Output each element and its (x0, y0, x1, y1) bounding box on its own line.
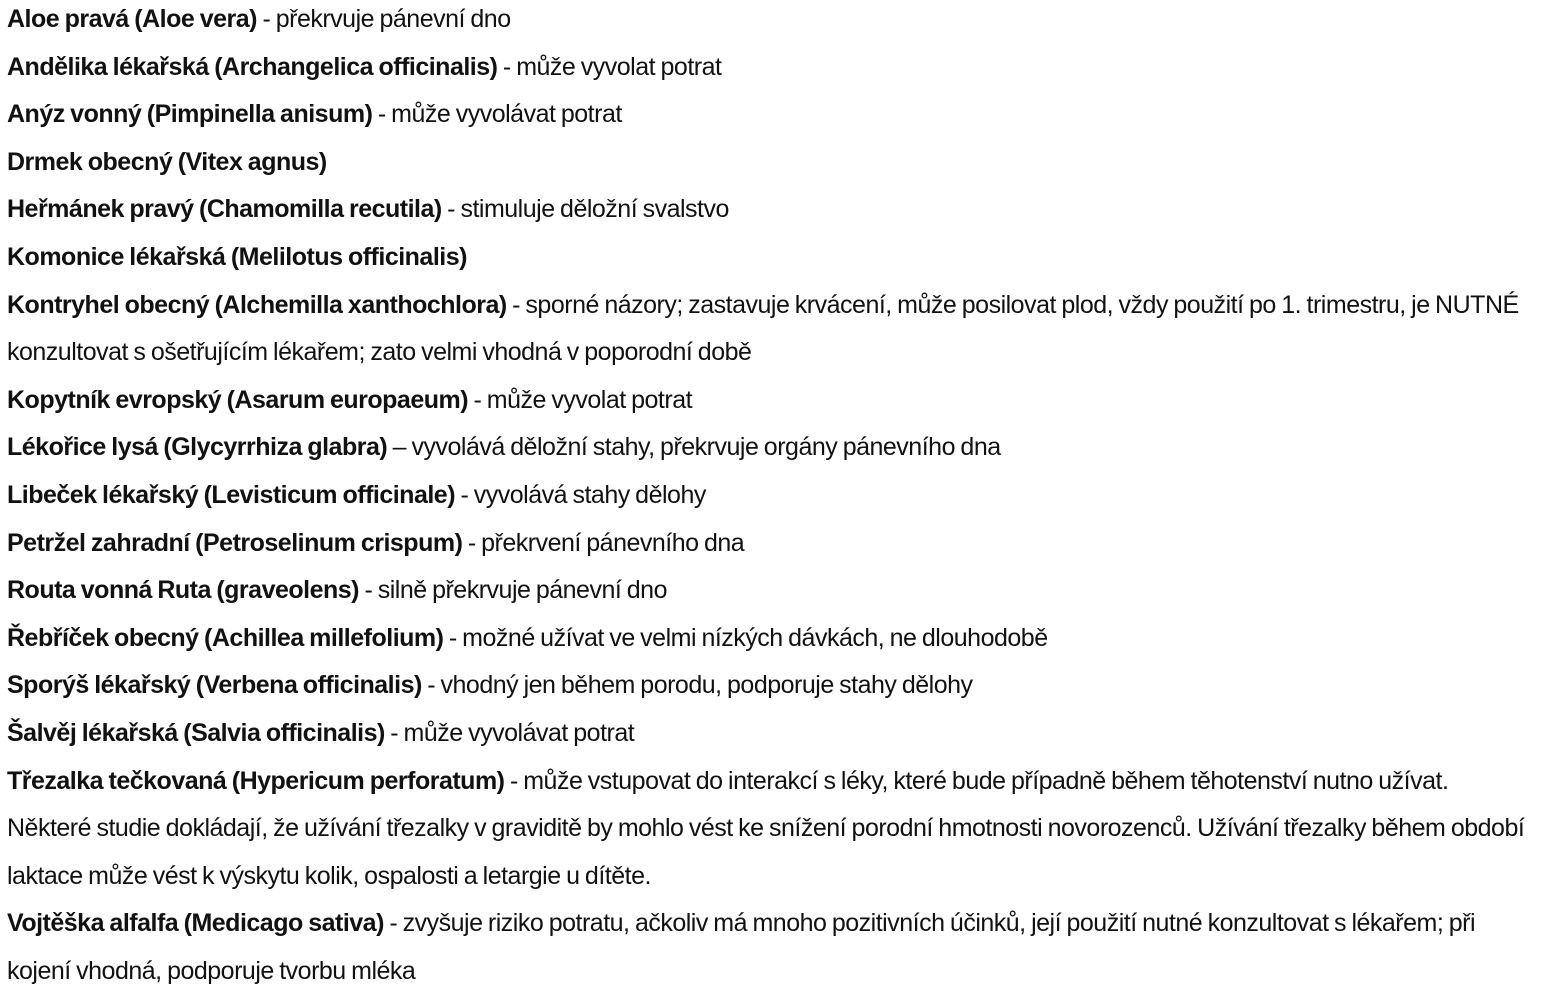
herb-note: - zvyšuje riziko potratu, ačkoliv má mnoho pozitivních účinků, její použití nutné konzultovat s lékařem; při kojení vhodná, podporuje tvorbu mléka (7, 909, 1476, 985)
herb-name: Heřmánek pravý (Chamomilla recutila) (7, 195, 442, 224)
herb-note: - může vyvolávat potrat (372, 100, 622, 129)
herb-note: - silně překrvuje pánevní dno (359, 576, 667, 605)
list-item (7, 615, 1530, 663)
list-item (7, 662, 1530, 710)
herb-name: Lékořice lysá (Glycyrrhiza glabra) (7, 433, 388, 462)
herb-note: - překrvení pánevního dna (462, 528, 745, 557)
herb-name: Libeček lékařský (Levisticum officinale) (7, 480, 456, 509)
list-item (7, 472, 1530, 520)
herb-note: - vyvolává stahy dělohy (455, 480, 706, 509)
list-item (7, 0, 1530, 44)
herb-name: Vojtěška alfalfa (Medicago sativa) (7, 909, 384, 938)
herb-note: - může vstupovat do interakcí s léky, které bude případně během těhotenství nutno užívat. Některé studie dokládají, že užívání třezalky v graviditě by mohlo vést ke snížení porodní hmotnosti novorozenců. Užívání třezalky během období laktace může vést k výskytu kolik, ospalosti a letargie u dítěte. (7, 766, 1525, 890)
list-item (7, 520, 1530, 568)
list-item (7, 900, 1530, 995)
herb-note: - sporné názory; zastavuje krvácení, může posilovat plod, vždy použití po 1. trimestru, je NUTNÉ konzultovat s ošetřujícím lékařem; zato velmi vhodná v poporodní době (7, 290, 1519, 367)
herb-note: - stimuluje děložní svalstvo (441, 195, 729, 224)
list-item (7, 234, 1530, 282)
herb-name: Routa vonná Ruta (graveolens) (7, 576, 359, 605)
list-item (7, 424, 1530, 472)
herb-name: Komonice lékařská (Melilotus officinalis) (7, 242, 467, 271)
herb-name: Petržel zahradní (Petroselinum crispum) (7, 528, 463, 557)
herb-name: Anýz vonný (Pimpinella anisum) (7, 100, 373, 129)
list-item (7, 377, 1530, 425)
herb-note: - může vyvolat potrat (497, 52, 722, 81)
herb-name: Třezalka tečkovaná (Hypericum perforatum) (7, 766, 505, 795)
herb-note: - může vyvolávat potrat (384, 718, 635, 747)
herb-name: Kontryhel obecný (Alchemilla xanthochlora) (7, 290, 507, 319)
herb-name: Drmek obecný (Vitex agnus) (7, 147, 327, 176)
herb-name: Sporýš lékařský (Verbena officinalis) (7, 671, 422, 700)
herb-name: Andělika lékařská (Archangelica officinalis) (7, 52, 498, 81)
list-item (7, 758, 1530, 901)
list-item (7, 139, 1530, 187)
list-item (7, 91, 1530, 139)
herb-note: - překrvuje pánevní dno (257, 5, 511, 33)
herb-note: – vyvolává děložní stahy, překrvuje orgány pánevního dna (387, 433, 1001, 462)
herb-name: Šalvěj lékařská (Salvia officinalis) (7, 718, 385, 747)
list-item (7, 710, 1530, 758)
list-item (7, 186, 1530, 234)
herb-note: - možné užívat ve velmi nízkých dávkách, ne dlouhodobě (443, 623, 1048, 652)
herb-name: Kopytník evropský (Asarum europaeum) (7, 385, 469, 414)
list-item (7, 567, 1530, 615)
list-item (7, 44, 1530, 92)
herb-name: Řebříček obecný (Achillea millefolium) (7, 623, 444, 652)
herb-note: - může vyvolat potrat (468, 385, 693, 414)
herb-name: Aloe pravá (Aloe vera) (7, 5, 257, 33)
herb-note: - vhodný jen během porodu, podporuje stahy dělohy (421, 671, 973, 700)
list-item (7, 282, 1530, 377)
